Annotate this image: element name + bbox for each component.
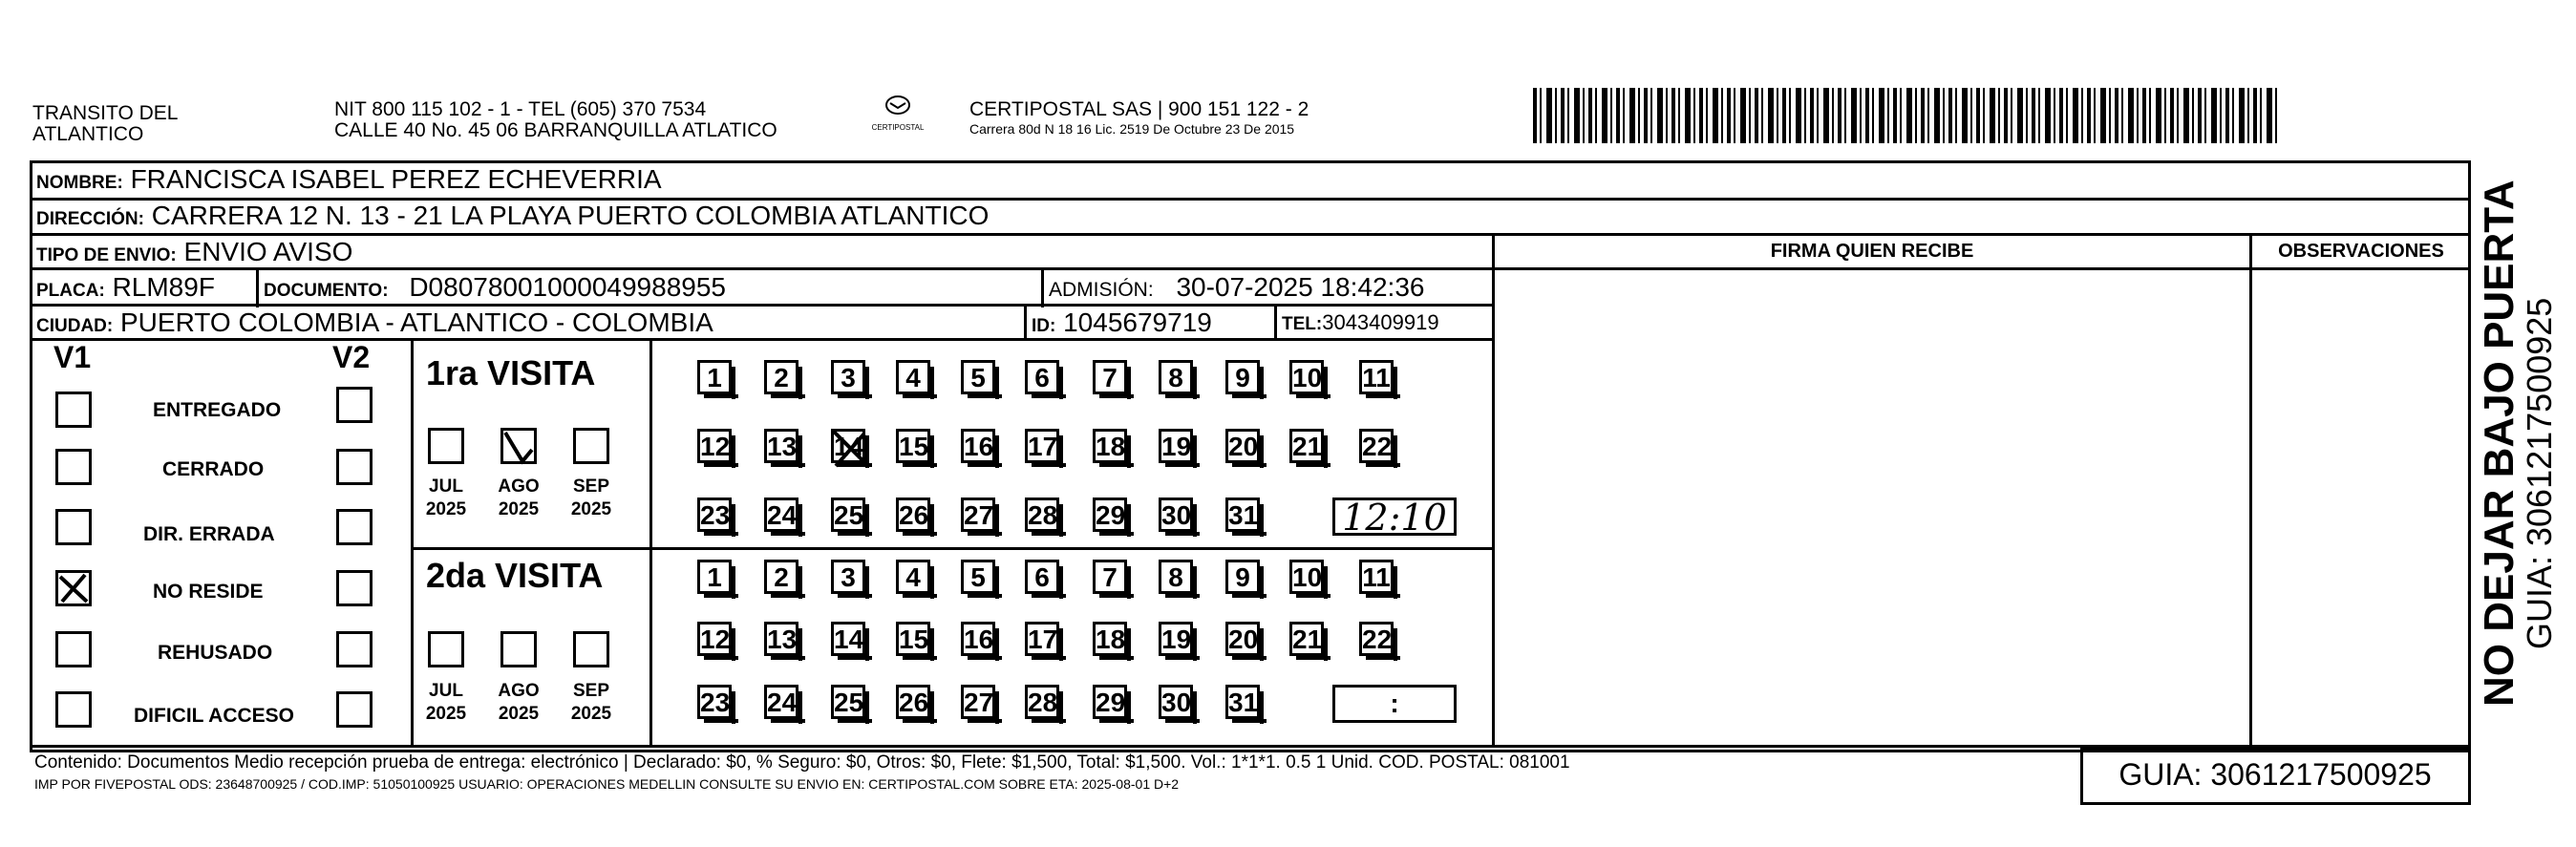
first-visit-time[interactable]: 12:10 [1332, 498, 1457, 536]
second-day-7[interactable]: 7 [1093, 560, 1127, 594]
first-day-31[interactable]: 31 [1225, 498, 1260, 532]
v2-cerrado-checkbox[interactable] [336, 449, 373, 485]
ciudad-value: PUERTO COLOMBIA - ATLANTICO - COLOMBIA [120, 307, 713, 337]
second-day-15[interactable]: 15 [896, 622, 930, 656]
placa-value: RLM89F [112, 272, 215, 302]
barcode [1533, 88, 2278, 143]
second-day-24[interactable]: 24 [764, 685, 798, 719]
envelope-icon [884, 95, 912, 118]
first-day-20[interactable]: 20 [1225, 429, 1260, 463]
first-month-jul: JUL 2025 [425, 476, 467, 519]
first-day-1[interactable]: 1 [697, 360, 732, 394]
tipo-row: TIPO DE ENVIO: ENVIO AVISO [36, 237, 353, 266]
status-cerrado: CERRADO [162, 458, 265, 480]
first-day-10[interactable]: 10 [1289, 360, 1324, 394]
v1-dir-errada-checkbox[interactable] [55, 509, 92, 545]
first-day-22[interactable]: 22 [1359, 429, 1394, 463]
second-day-18[interactable]: 18 [1093, 622, 1127, 656]
second-day-12[interactable]: 12 [697, 622, 732, 656]
side-guia: GUIA: 3061217500925 [2520, 297, 2559, 649]
first-day-6[interactable]: 6 [1025, 360, 1059, 394]
second-day-10[interactable]: 10 [1289, 560, 1324, 594]
second-sep-checkbox[interactable] [573, 631, 609, 667]
second-day-5[interactable]: 5 [961, 560, 995, 594]
second-day-14[interactable]: 14 [831, 622, 865, 656]
second-day-11[interactable]: 11 [1359, 560, 1394, 594]
tel-row: TEL:3043409919 [1282, 310, 1439, 334]
first-day-14[interactable]: 14 [831, 429, 865, 463]
no-dejar-bajo-puerta: NO DEJAR BAJO PUERTA [2476, 180, 2523, 707]
second-day-26[interactable]: 26 [896, 685, 930, 719]
first-day-13[interactable]: 13 [764, 429, 798, 463]
status-dir-errada: DIR. ERRADA [143, 523, 275, 545]
first-day-16[interactable]: 16 [961, 429, 995, 463]
second-month-sep: SEP 2025 [570, 681, 612, 724]
first-day-4[interactable]: 4 [896, 360, 930, 394]
first-day-28[interactable]: 28 [1025, 498, 1059, 532]
carrier-info: CERTIPOSTAL SAS | 900 151 122 - 2 Carrera 80d N 18 16 Lic. 2519 De Octubre 23 De 2015 [969, 98, 1309, 137]
first-day-3[interactable]: 3 [831, 360, 865, 394]
v1-label: V1 [53, 340, 92, 374]
footer-contenido: Contenido: Documentos Medio recepción prueba de entrega: electrónico | Declarado: $0, % Seguro: $0, Otros: $0, Flete: $1,500, Total: $1,500. Vol.: 1*1*1. 0.5 1 Unid. COD. POSTAL: 081001 [34, 752, 1570, 773]
second-day-17[interactable]: 17 [1025, 622, 1059, 656]
second-day-13[interactable]: 13 [764, 622, 798, 656]
first-jul-checkbox[interactable] [428, 428, 464, 464]
second-visit-time[interactable]: : [1332, 685, 1457, 723]
second-day-29[interactable]: 29 [1093, 685, 1127, 719]
second-day-19[interactable]: 19 [1159, 622, 1193, 656]
placa-row: PLACA: RLM89F [36, 272, 215, 302]
v1-entregado-checkbox[interactable] [55, 392, 92, 428]
first-day-27[interactable]: 27 [961, 498, 995, 532]
status-dificil-acceso: DIFICIL ACCESO [134, 705, 295, 727]
v1-no-reside-checkbox[interactable] [55, 570, 92, 606]
handwritten-check-mark [58, 573, 89, 603]
direccion-row: DIRECCIÓN: CARRERA 12 N. 13 - 21 LA PLAYA PUERTO COLOMBIA ATLANTICO [36, 201, 990, 230]
v2-no-reside-checkbox[interactable] [336, 570, 373, 606]
first-day-2[interactable]: 2 [764, 360, 798, 394]
documento-value: D08078001000049988955 [409, 272, 726, 302]
v2-dificil-acceso-checkbox[interactable] [336, 691, 373, 728]
direccion-value: CARRERA 12 N. 13 - 21 LA PLAYA PUERTO COLOMBIA ATLANTICO [151, 201, 990, 230]
id-value: 1045679719 [1063, 307, 1212, 337]
tipo-value: ENVIO AVISO [183, 237, 353, 266]
first-day-18[interactable]: 18 [1093, 429, 1127, 463]
second-jul-checkbox[interactable] [428, 631, 464, 667]
side-text [2478, 180, 2558, 707]
first-sep-checkbox[interactable] [573, 428, 609, 464]
handwritten-check-mark [830, 428, 872, 470]
observaciones-header: OBSERVACIONES [2278, 241, 2444, 262]
first-day-11[interactable]: 11 [1359, 360, 1394, 394]
second-day-3[interactable]: 3 [831, 560, 865, 594]
documento-row: DOCUMENTO: D08078001000049988955 [264, 272, 726, 302]
first-day-26[interactable]: 26 [896, 498, 930, 532]
first-day-30[interactable]: 30 [1159, 498, 1193, 532]
first-day-25[interactable]: 25 [831, 498, 865, 532]
id-row: ID: 1045679719 [1032, 307, 1212, 337]
first-ago-checkbox[interactable] [500, 428, 537, 464]
second-day-6[interactable]: 6 [1025, 560, 1059, 594]
first-day-23[interactable]: 23 [697, 498, 732, 532]
second-day-1[interactable]: 1 [697, 560, 732, 594]
handwritten-check-mark [500, 427, 538, 465]
first-day-17[interactable]: 17 [1025, 429, 1059, 463]
logo-text: CERTIPOSTAL [871, 123, 925, 132]
first-day-12[interactable]: 12 [697, 429, 732, 463]
second-day-20[interactable]: 20 [1225, 622, 1260, 656]
org-name: TRANSITO DEL ATLANTICO [32, 102, 179, 145]
first-day-8[interactable]: 8 [1159, 360, 1193, 394]
v2-dir-errada-checkbox[interactable] [336, 509, 373, 545]
first-day-24[interactable]: 24 [764, 498, 798, 532]
first-day-7[interactable]: 7 [1093, 360, 1127, 394]
admision-value: 30-07-2025 18:42:36 [1176, 272, 1425, 302]
nombre-row: NOMBRE: FRANCISCA ISABEL PEREZ ECHEVERRIA [36, 164, 662, 194]
v2-label: V2 [332, 340, 371, 374]
first-month-sep: SEP 2025 [570, 476, 612, 519]
second-month-ago: AGO 2025 [498, 681, 540, 724]
first-day-15[interactable]: 15 [896, 429, 930, 463]
firma-header: FIRMA QUIEN RECIBE [1770, 241, 1974, 262]
certipostal-logo [864, 95, 931, 132]
second-day-28[interactable]: 28 [1025, 685, 1059, 719]
second-day-30[interactable]: 30 [1159, 685, 1193, 719]
second-day-23[interactable]: 23 [697, 685, 732, 719]
tel-value: 3043409919 [1322, 310, 1439, 334]
first-visit-title: 1ra VISITA [426, 353, 596, 392]
second-visit-title: 2da VISITA [426, 556, 604, 595]
first-day-29[interactable]: 29 [1093, 498, 1127, 532]
status-rehusado: REHUSADO [158, 642, 273, 664]
footer-imp: IMP POR FIVEPOSTAL ODS: 23648700925 / COD.IMP: 51050100925 USUARIO: OPERACIONES MEDELLIN CONSULTE SU ENVIO EN: CERTIPOSTAL.COM SOBRE ETA: 2025-08-01 D+2 [34, 776, 1180, 792]
v1-cerrado-checkbox[interactable] [55, 449, 92, 485]
second-ago-checkbox[interactable] [500, 631, 537, 667]
first-day-21[interactable]: 21 [1289, 429, 1324, 463]
second-day-22[interactable]: 22 [1359, 622, 1394, 656]
ciudad-row: CIUDAD: PUERTO COLOMBIA - ATLANTICO - COLOMBIA [36, 307, 713, 337]
v2-entregado-checkbox[interactable] [336, 387, 373, 423]
nombre-value: FRANCISCA ISABEL PEREZ ECHEVERRIA [130, 164, 662, 194]
second-day-2[interactable]: 2 [764, 560, 798, 594]
second-day-9[interactable]: 9 [1225, 560, 1260, 594]
second-day-8[interactable]: 8 [1159, 560, 1193, 594]
admision-row: ADMISIÓN: 30-07-2025 18:42:36 [1049, 272, 1425, 302]
first-month-ago: AGO 2025 [498, 476, 540, 519]
v1-rehusado-checkbox[interactable] [55, 631, 92, 667]
footer-guia: GUIA: 3061217500925 [2118, 757, 2432, 792]
status-entregado: ENTREGADO [153, 399, 282, 421]
status-no-reside: NO RESIDE [153, 581, 264, 603]
v1-dificil-acceso-checkbox[interactable] [55, 691, 92, 728]
org-contact: NIT 800 115 102 - 1 - TEL (605) 370 7534 CALLE 40 No. 45 06 BARRANQUILLA ATLATICO [334, 98, 777, 141]
second-day-4[interactable]: 4 [896, 560, 930, 594]
first-day-5[interactable]: 5 [961, 360, 995, 394]
first-day-19[interactable]: 19 [1159, 429, 1193, 463]
second-day-16[interactable]: 16 [961, 622, 995, 656]
second-month-jul: JUL 2025 [425, 681, 467, 724]
second-day-27[interactable]: 27 [961, 685, 995, 719]
second-day-21[interactable]: 21 [1289, 622, 1324, 656]
second-day-25[interactable]: 25 [831, 685, 865, 719]
v2-rehusado-checkbox[interactable] [336, 631, 373, 667]
second-day-31[interactable]: 31 [1225, 685, 1260, 719]
first-day-9[interactable]: 9 [1225, 360, 1260, 394]
